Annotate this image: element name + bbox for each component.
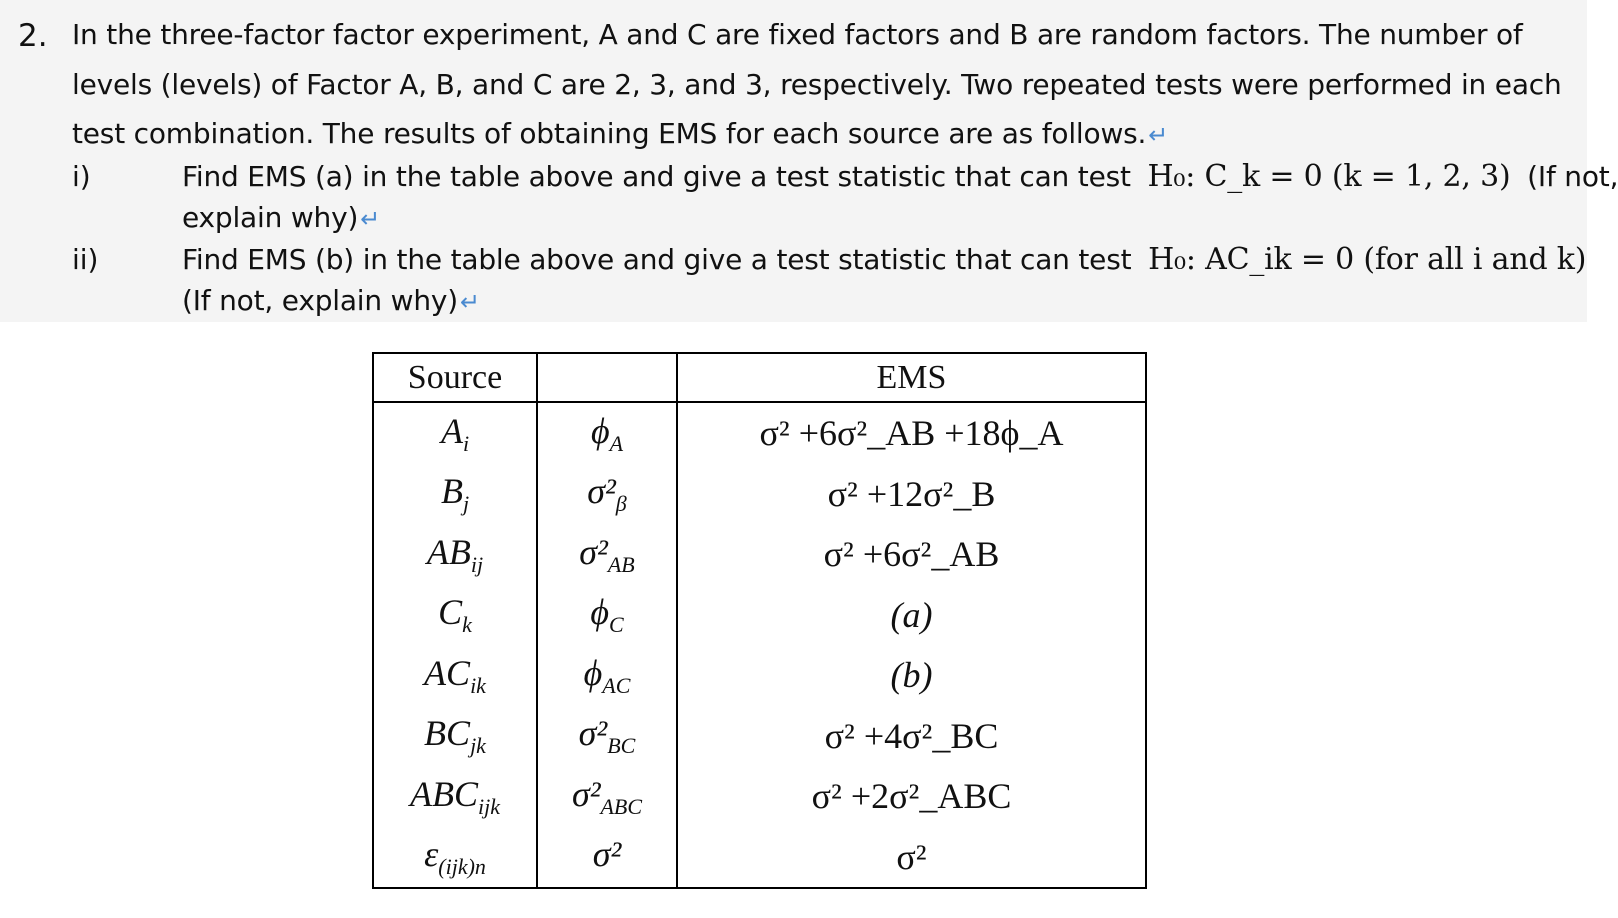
parameter-symbol: ϕ	[590, 592, 609, 633]
source-subscript: ijk	[478, 793, 500, 819]
parameter-cell	[537, 645, 677, 706]
ems-expression: (b)	[890, 655, 933, 696]
subquestion-1-text: Find EMS (a) in the table above and give a test statistic that can test	[182, 160, 1131, 193]
ems-expression: σ² +2σ²_ABC	[811, 776, 1012, 817]
question-line-3	[72, 117, 1168, 152]
parameter-cell	[537, 585, 677, 646]
source-symbol: ABC	[410, 773, 478, 814]
parameter-cell	[537, 524, 677, 585]
parameter-symbol: σ²	[587, 471, 616, 512]
ems-cell-b	[677, 645, 1146, 706]
source-cell	[373, 766, 537, 827]
subquestion-1-text2: explain why)	[182, 201, 359, 234]
return-mark-icon: ↵	[360, 205, 381, 233]
parameter-symbol: σ²	[579, 531, 608, 572]
table-row	[373, 464, 1146, 525]
parameter-subscript: AC	[602, 672, 631, 698]
table-row	[373, 524, 1146, 585]
parameter-symbol: ϕ	[583, 652, 603, 693]
parameter-symbol: σ²	[571, 773, 601, 814]
ems-cell	[677, 464, 1146, 525]
source-subscript: k	[462, 612, 472, 638]
source-symbol: A	[440, 410, 463, 451]
source-symbol: B	[440, 471, 463, 512]
subquestion-2-text: Find EMS (b) in the table above and give a test statistic that can test	[182, 243, 1132, 276]
table-row	[373, 402, 1146, 464]
table-row	[373, 766, 1146, 827]
parameter-symbol: ϕ	[590, 410, 610, 451]
ems-cell	[677, 827, 1146, 889]
parameter-subscript: ABC	[600, 793, 643, 819]
source-symbol: C	[438, 592, 463, 633]
table-row	[373, 827, 1146, 889]
subquestion-1-line-2	[182, 201, 380, 236]
ems-expression: σ² +6σ²_AB +18ϕ_A	[759, 413, 1064, 454]
question-number: 2.	[18, 18, 48, 54]
parameter-symbol: σ²	[578, 713, 608, 754]
ems-cell	[677, 524, 1146, 585]
ems-table	[372, 352, 1147, 889]
parameter-cell	[537, 402, 677, 464]
ems-expression: σ²	[896, 836, 927, 877]
subquestion-2-text2: (If not, explain why)	[182, 284, 458, 317]
ems-expression: σ² +12σ²_B	[827, 473, 996, 514]
parameter-cell	[537, 706, 677, 767]
ems-cell	[677, 402, 1146, 464]
subquestion-2-label: ii)	[72, 243, 99, 276]
source-subscript: j	[462, 491, 470, 517]
table-row	[373, 706, 1146, 767]
source-symbol: ε	[424, 834, 439, 875]
ems-cell	[677, 706, 1146, 767]
subquestion-2-line-1	[182, 243, 1586, 277]
parameter-subscript: β	[615, 491, 627, 517]
source-cell	[373, 464, 537, 525]
parameter-subscript: AB	[607, 551, 635, 577]
table-row	[373, 645, 1146, 706]
subquestion-1-line-1	[182, 160, 1618, 194]
source-cell	[373, 524, 537, 585]
source-cell	[373, 827, 537, 889]
ems-expression: σ² +4σ²_BC	[824, 715, 999, 756]
question-line-1	[72, 18, 1523, 52]
ems-table-header-row	[373, 353, 1146, 402]
parameter-cell	[537, 464, 677, 525]
source-symbol: AB	[426, 531, 471, 572]
source-cell	[373, 706, 537, 767]
source-subscript: jk	[470, 733, 486, 759]
ems-expression: (a)	[890, 594, 933, 635]
subquestion-2-line-2	[182, 284, 480, 319]
parameter-subscript: C	[608, 612, 624, 638]
source-subscript: (ijk)n	[438, 854, 486, 880]
source-subscript: ik	[470, 672, 486, 698]
ems-cell-a	[677, 585, 1146, 646]
source-symbol: AC	[424, 652, 471, 693]
ems-expression: σ² +6σ²_AB	[823, 534, 1000, 575]
return-mark-icon: ↵	[459, 288, 480, 316]
subquestion-2-hypothesis: H₀: AC_ik = 0 (for all i and k)	[1148, 242, 1587, 277]
question-line-2-text: levels (levels) of Factor A, B, and C are 2, 3, and 3, respectively. Two repeated tests were performed in each	[72, 68, 1562, 101]
source-subscript: ij	[470, 551, 484, 577]
table-row	[373, 585, 1146, 646]
subquestion-1-hypothesis: H₀: C_k = 0 (k = 1, 2, 3)	[1147, 159, 1511, 194]
parameter-subscript: BC	[607, 733, 636, 759]
source-cell	[373, 645, 537, 706]
parameter-symbol: σ²	[592, 834, 622, 875]
header-ems: EMS	[677, 353, 1146, 402]
header-parameter	[537, 353, 677, 402]
source-subscript: i	[462, 430, 470, 456]
source-cell	[373, 402, 537, 464]
ems-cell	[677, 766, 1146, 827]
question-line-3-text: test combination. The results of obtaining EMS for each source are as follows.	[72, 117, 1147, 150]
source-symbol: BC	[424, 713, 471, 754]
parameter-cell	[537, 827, 677, 889]
parameter-cell	[537, 766, 677, 827]
parameter-subscript: A	[609, 430, 624, 456]
question-line-1-text: In the three-factor factor experiment, A and C are fixed factors and B are random factors. The number of	[72, 18, 1523, 51]
header-source: Source	[373, 353, 537, 402]
subquestion-1-suffix: (If not,	[1527, 160, 1618, 193]
return-mark-icon: ↵	[1148, 121, 1169, 149]
source-cell	[373, 585, 537, 646]
subquestion-1-label: i)	[72, 160, 91, 193]
question-line-2	[72, 68, 1562, 102]
